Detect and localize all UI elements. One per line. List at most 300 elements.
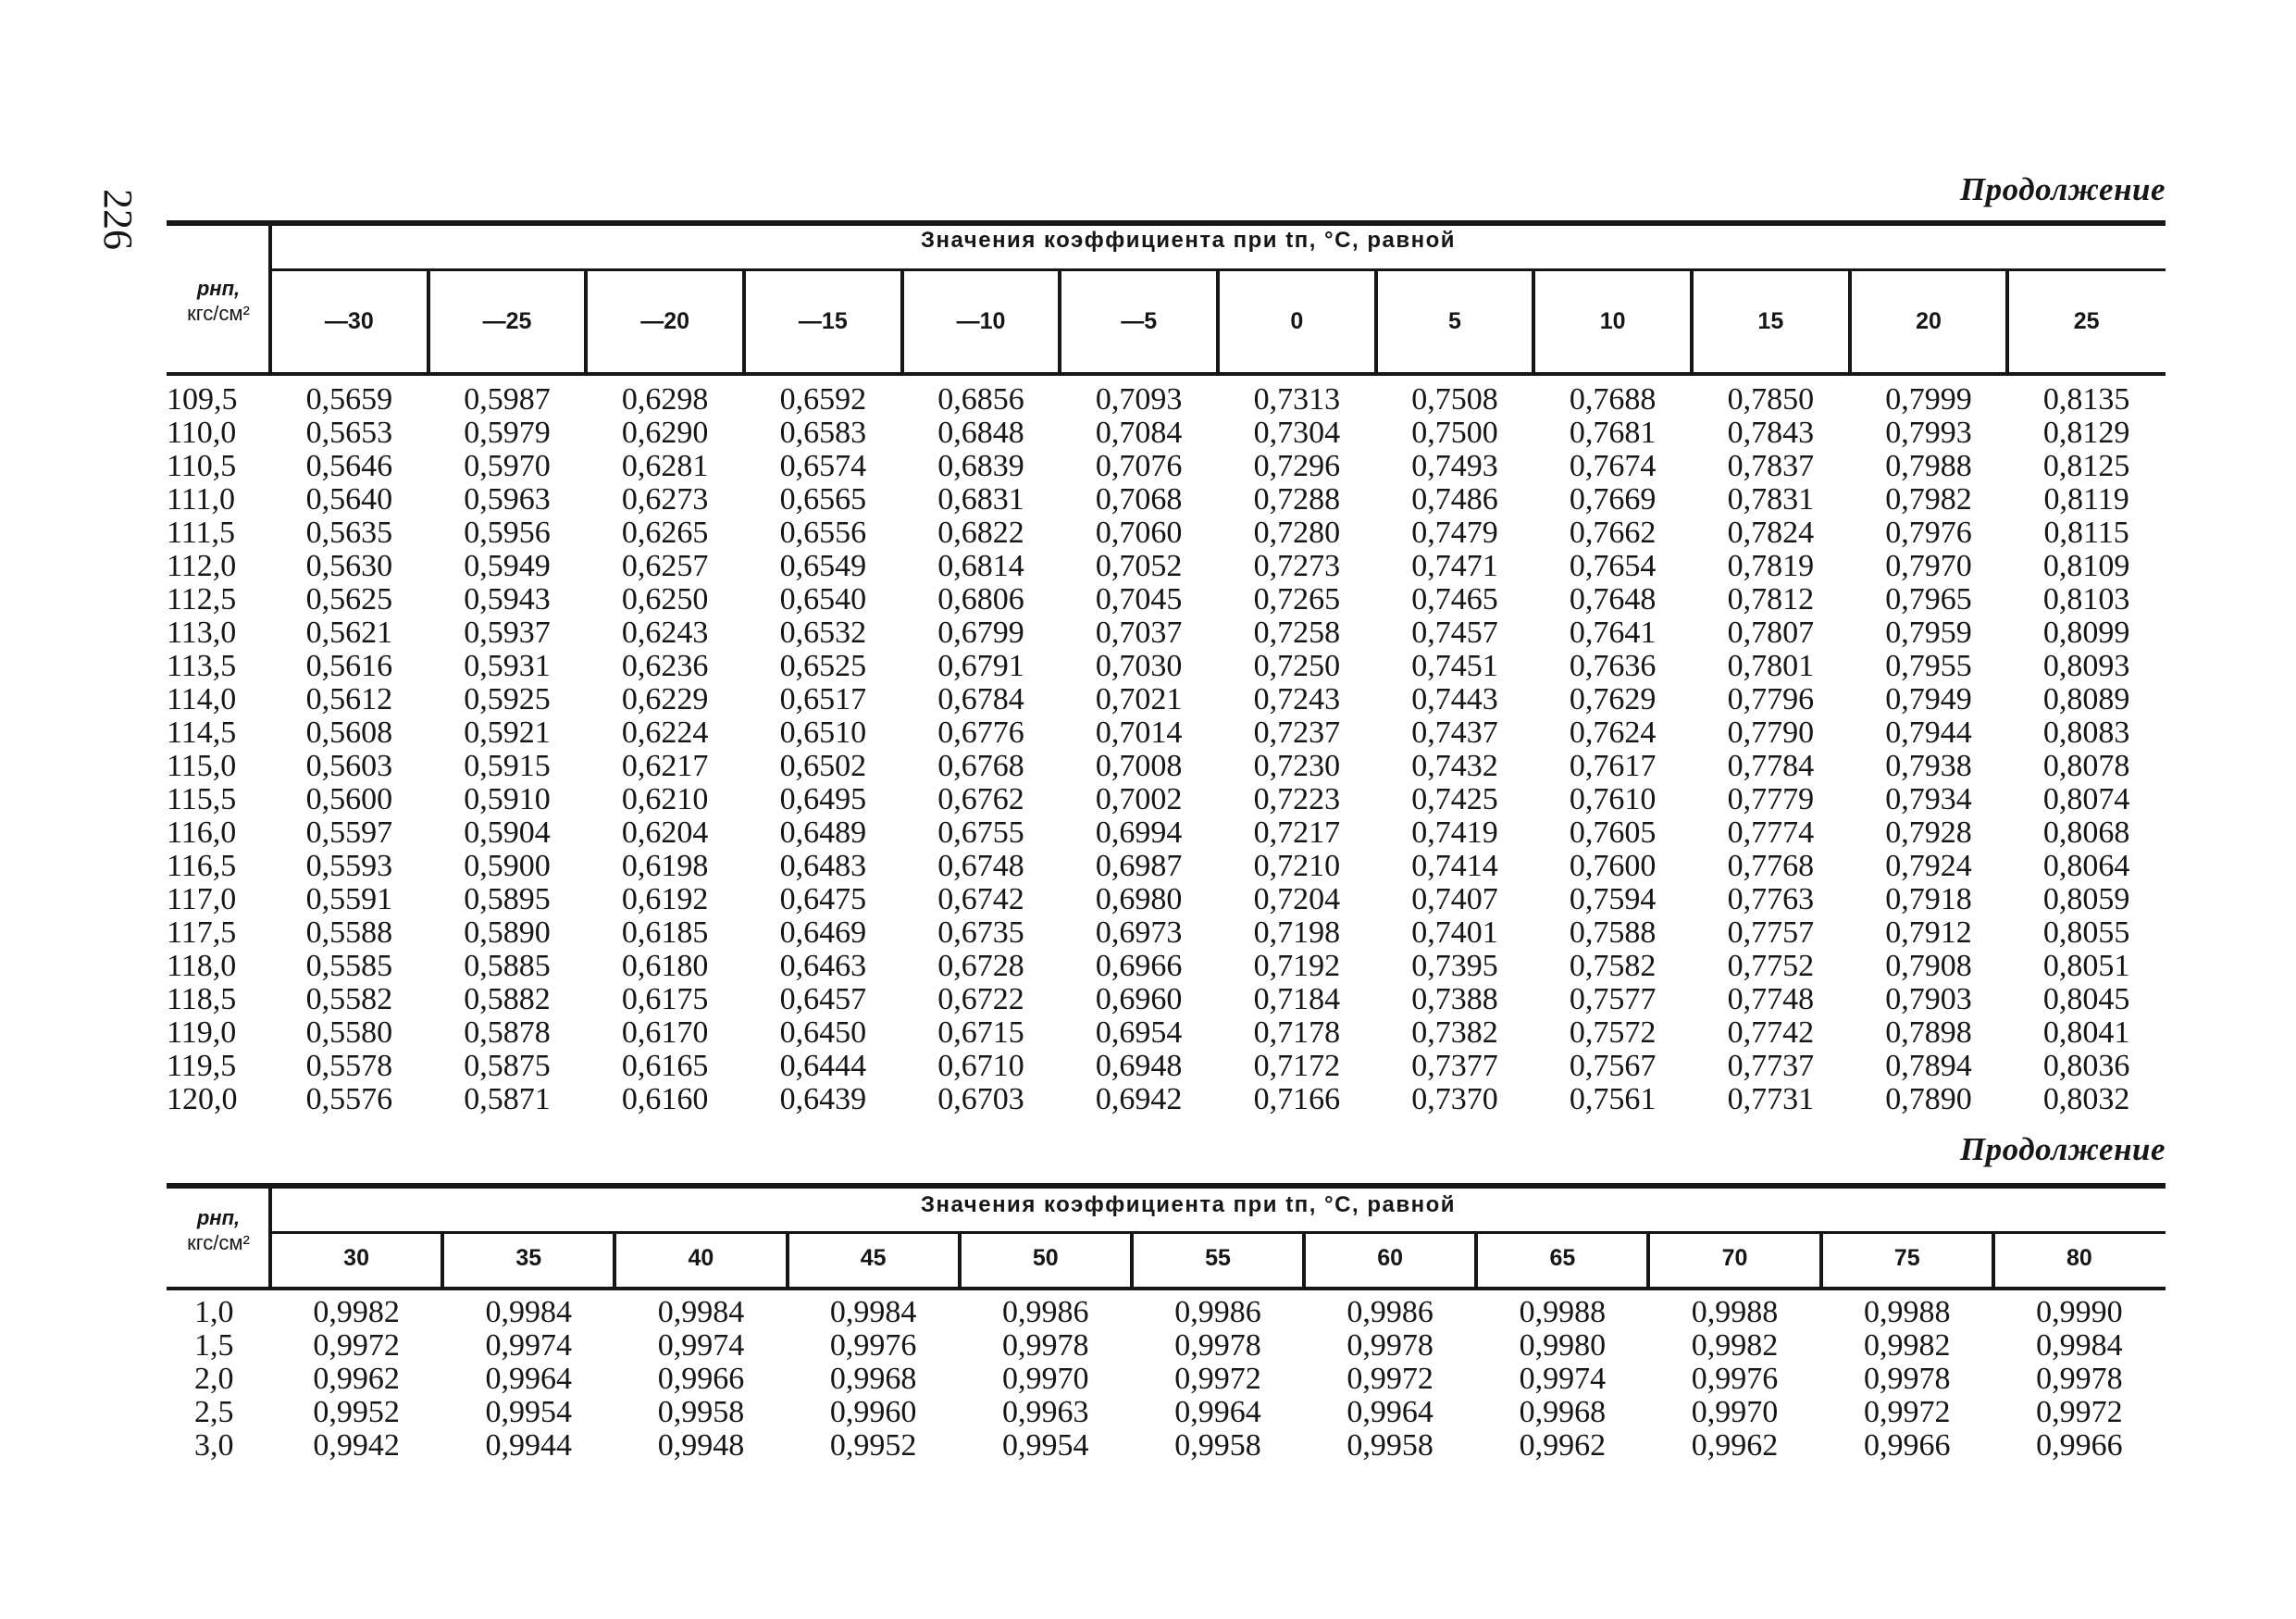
value-cell: 0,5900 <box>464 849 551 883</box>
header-bottom-rule <box>167 372 2166 376</box>
value-cell: 0,7928 <box>1885 816 1972 850</box>
value-cell: 0,9966 <box>2036 1428 2123 1463</box>
pressure-cell: 110,0 <box>167 416 237 450</box>
value-cell: 0,9964 <box>485 1362 572 1396</box>
value-cell: 0,5871 <box>464 1082 551 1116</box>
value-cell: 0,5591 <box>305 882 393 916</box>
header-span-text: Значения коэффициента при tп, °С, равной <box>921 1192 1456 1217</box>
value-cell: 0,7908 <box>1885 949 1972 983</box>
value-cell: 0,9974 <box>657 1328 745 1363</box>
value-cell: 0,7831 <box>1727 482 1815 517</box>
value-cell: 0,7388 <box>1411 982 1498 1016</box>
column-header: 30 <box>343 1245 369 1271</box>
value-cell: 0,7894 <box>1885 1049 1972 1083</box>
table-row <box>167 450 2166 483</box>
value-cell: 0,7258 <box>1253 616 1341 650</box>
value-cell: 0,7648 <box>1569 582 1657 616</box>
value-cell: 0,6224 <box>621 716 709 750</box>
value-cell: 0,6517 <box>779 682 867 716</box>
value-cell: 0,6463 <box>779 949 867 983</box>
value-cell: 0,7903 <box>1885 982 1972 1016</box>
column-separator <box>1819 1234 1823 1287</box>
pressure-cell: 2,5 <box>194 1395 234 1429</box>
pressure-cell: 117,5 <box>167 915 237 950</box>
value-cell: 0,7204 <box>1253 882 1341 916</box>
value-cell: 0,5612 <box>305 682 393 716</box>
value-cell: 0,9966 <box>657 1362 745 1396</box>
table-row <box>167 683 2166 716</box>
value-cell: 0,7304 <box>1253 416 1341 450</box>
value-cell: 0,5987 <box>464 382 551 417</box>
value-cell: 0,8064 <box>2042 849 2130 883</box>
value-cell: 0,6298 <box>621 382 709 417</box>
value-cell: 0,9982 <box>313 1295 400 1329</box>
value-cell: 0,5646 <box>305 449 393 483</box>
value-cell: 0,7217 <box>1253 816 1341 850</box>
value-cell: 0,6243 <box>621 616 709 650</box>
stub-unit: кгс/см² <box>187 302 250 325</box>
value-cell: 0,7184 <box>1253 982 1341 1016</box>
value-cell: 0,9962 <box>313 1362 400 1396</box>
value-cell: 0,7843 <box>1727 416 1815 450</box>
value-cell: 0,7572 <box>1569 1015 1657 1050</box>
table-row <box>167 750 2166 783</box>
stub-label <box>167 276 270 326</box>
value-cell: 0,6525 <box>779 649 867 683</box>
value-cell: 0,7588 <box>1569 915 1657 950</box>
value-cell: 0,7021 <box>1095 682 1183 716</box>
value-cell: 0,6848 <box>937 416 1024 450</box>
value-cell: 0,8099 <box>2042 616 2130 650</box>
pressure-cell: 1,0 <box>194 1295 234 1329</box>
value-cell: 0,7280 <box>1253 516 1341 550</box>
value-cell: 0,5593 <box>305 849 393 883</box>
column-separator <box>427 271 430 372</box>
value-cell: 0,6806 <box>937 582 1024 616</box>
value-cell: 0,7636 <box>1569 649 1657 683</box>
header-top-rule <box>167 1183 2166 1189</box>
value-cell: 0,7052 <box>1095 549 1183 583</box>
column-separator <box>900 271 904 372</box>
value-cell: 0,5588 <box>305 915 393 950</box>
value-cell: 0,9968 <box>1519 1395 1607 1429</box>
column-header: —10 <box>956 308 1006 334</box>
value-cell: 0,7934 <box>1885 782 1972 816</box>
value-cell: 0,7779 <box>1727 782 1815 816</box>
value-cell: 0,9988 <box>1519 1295 1607 1329</box>
value-cell: 0,7918 <box>1885 882 1972 916</box>
value-cell: 0,7681 <box>1569 416 1657 450</box>
value-cell: 0,7959 <box>1885 616 1972 650</box>
value-cell: 0,9948 <box>657 1428 745 1463</box>
value-cell: 0,7567 <box>1569 1049 1657 1083</box>
table-row <box>167 517 2166 550</box>
value-cell: 0,5597 <box>305 816 393 850</box>
value-cell: 0,6160 <box>621 1082 709 1116</box>
pressure-cell: 115,5 <box>167 782 237 816</box>
value-cell: 0,8093 <box>2042 649 2130 683</box>
value-cell: 0,7465 <box>1411 582 1498 616</box>
value-cell: 0,5925 <box>464 682 551 716</box>
value-cell: 0,9958 <box>1347 1428 1433 1463</box>
value-cell: 0,7425 <box>1411 782 1498 816</box>
value-cell: 0,7008 <box>1095 749 1183 783</box>
value-cell: 0,8074 <box>2042 782 2130 816</box>
value-cell: 0,6257 <box>621 549 709 583</box>
value-cell: 0,7471 <box>1411 549 1498 583</box>
value-cell: 0,6742 <box>937 882 1024 916</box>
column-header: 75 <box>1893 1245 1920 1271</box>
value-cell: 0,6495 <box>779 782 867 816</box>
header-span-rule <box>270 1231 2166 1234</box>
table-row <box>167 1429 2166 1463</box>
value-cell: 0,5904 <box>464 816 551 850</box>
value-cell: 0,7414 <box>1411 849 1498 883</box>
value-cell: 0,6722 <box>937 982 1024 1016</box>
value-cell: 0,8109 <box>2042 549 2130 583</box>
value-cell: 0,6502 <box>779 749 867 783</box>
value-cell: 0,7938 <box>1885 749 1972 783</box>
value-cell: 0,7582 <box>1569 949 1657 983</box>
value-cell: 0,7370 <box>1411 1082 1498 1116</box>
value-cell: 0,9984 <box>485 1295 572 1329</box>
column-header: 80 <box>2066 1245 2092 1271</box>
value-cell: 0,7288 <box>1253 482 1341 517</box>
value-cell: 0,5895 <box>464 882 551 916</box>
column-separator <box>1302 1234 1306 1287</box>
column-header: 20 <box>1916 308 1942 334</box>
value-cell: 0,7030 <box>1095 649 1183 683</box>
value-cell: 0,7395 <box>1411 949 1498 983</box>
value-cell: 0,5878 <box>464 1015 551 1050</box>
table-row <box>167 1083 2166 1116</box>
value-cell: 0,6710 <box>937 1049 1024 1083</box>
value-cell: 0,7401 <box>1411 915 1498 950</box>
continuation-label-1: Продолжение <box>1959 171 2166 207</box>
value-cell: 0,6565 <box>779 482 867 517</box>
value-cell: 0,5625 <box>305 582 393 616</box>
column-separator <box>1216 271 1220 372</box>
value-cell: 0,6273 <box>621 482 709 517</box>
value-cell: 0,6960 <box>1095 982 1183 1016</box>
pressure-cell: 3,0 <box>194 1428 234 1463</box>
value-cell: 0,5635 <box>305 516 393 550</box>
value-cell: 0,5882 <box>464 982 551 1016</box>
value-cell: 0,7605 <box>1569 816 1657 850</box>
value-cell: 0,7250 <box>1253 649 1341 683</box>
value-cell: 0,9984 <box>657 1295 745 1329</box>
value-cell: 0,8051 <box>2042 949 2130 983</box>
column-separator <box>786 1234 789 1287</box>
pressure-cell: 114,0 <box>167 682 237 716</box>
value-cell: 0,6290 <box>621 416 709 450</box>
table-row <box>167 916 2166 950</box>
pressure-cell: 110,5 <box>167 449 237 483</box>
pressure-cell: 117,0 <box>167 882 237 916</box>
value-cell: 0,7600 <box>1569 849 1657 883</box>
column-header: —30 <box>324 308 374 334</box>
value-cell: 0,7624 <box>1569 716 1657 750</box>
value-cell: 0,7508 <box>1411 382 1498 417</box>
column-separator <box>1374 271 1378 372</box>
value-cell: 0,9984 <box>829 1295 917 1329</box>
column-separator <box>584 271 588 372</box>
pressure-cell: 113,5 <box>167 649 237 683</box>
value-cell: 0,5943 <box>464 582 551 616</box>
pressure-cell: 113,0 <box>167 616 237 650</box>
value-cell: 0,9966 <box>1863 1428 1951 1463</box>
value-cell: 0,9982 <box>1691 1328 1779 1363</box>
column-header: 10 <box>1599 308 1626 334</box>
table-row <box>167 383 2166 417</box>
value-cell: 0,9952 <box>829 1428 917 1463</box>
value-cell: 0,8115 <box>2043 516 2129 550</box>
value-cell: 0,7674 <box>1569 449 1657 483</box>
value-cell: 0,8059 <box>2042 882 2130 916</box>
column-separator <box>1848 271 1852 372</box>
pressure-cell: 112,0 <box>167 549 237 583</box>
header-span-text: Значения коэффициента при tп, °С, равной <box>921 228 1456 253</box>
column-header: 15 <box>1757 308 1784 334</box>
value-cell: 0,9986 <box>1347 1295 1433 1329</box>
value-cell: 0,7273 <box>1253 549 1341 583</box>
value-cell: 0,7166 <box>1253 1082 1341 1116</box>
value-cell: 0,5956 <box>464 516 551 550</box>
pressure-cell: 2,0 <box>194 1362 234 1396</box>
value-cell: 0,9974 <box>1519 1362 1607 1396</box>
value-cell: 0,5578 <box>305 1049 393 1083</box>
column-header: —15 <box>798 308 848 334</box>
column-header: 50 <box>1032 1245 1059 1271</box>
value-cell: 0,6229 <box>621 682 709 716</box>
stub-unit: кгс/см² <box>187 1231 250 1254</box>
value-cell: 0,7178 <box>1253 1015 1341 1050</box>
value-cell: 0,6540 <box>779 582 867 616</box>
value-cell: 0,9990 <box>2036 1295 2123 1329</box>
pressure-cell: 119,5 <box>167 1049 237 1083</box>
value-cell: 0,8089 <box>2042 682 2130 716</box>
column-header: —5 <box>1121 308 1158 334</box>
value-cell: 0,6748 <box>937 849 1024 883</box>
value-cell: 0,6556 <box>779 516 867 550</box>
value-cell: 0,9972 <box>2036 1395 2123 1429</box>
value-cell: 0,6475 <box>779 882 867 916</box>
value-cell: 0,7748 <box>1727 982 1815 1016</box>
value-cell: 0,8041 <box>2042 1015 2130 1050</box>
value-cell: 0,7944 <box>1885 716 1972 750</box>
column-header: 5 <box>1448 308 1461 334</box>
value-cell: 0,7850 <box>1727 382 1815 417</box>
value-cell: 0,9962 <box>1519 1428 1607 1463</box>
value-cell: 0,6574 <box>779 449 867 483</box>
pressure-cell: 116,0 <box>167 816 237 850</box>
pressure-cell: 109,5 <box>167 382 238 417</box>
value-cell: 0,6439 <box>779 1082 867 1116</box>
value-cell: 0,5921 <box>464 716 551 750</box>
value-cell: 0,7313 <box>1253 382 1341 417</box>
value-cell: 0,5931 <box>464 649 551 683</box>
value-cell: 0,5600 <box>305 782 393 816</box>
column-header: 55 <box>1205 1245 1231 1271</box>
table-row <box>167 550 2166 583</box>
value-cell: 0,7037 <box>1095 616 1183 650</box>
value-cell: 0,9968 <box>829 1362 917 1396</box>
value-cell: 0,6948 <box>1095 1049 1183 1083</box>
value-cell: 0,7493 <box>1411 449 1498 483</box>
table-row <box>167 1050 2166 1083</box>
pressure-cell: 116,5 <box>167 849 237 883</box>
column-header: 70 <box>1721 1245 1748 1271</box>
column-header: 60 <box>1377 1245 1404 1271</box>
table-row <box>167 1329 2166 1363</box>
stub-variable: pнп, <box>196 1206 241 1229</box>
pressure-cell: 118,0 <box>167 949 237 983</box>
pressure-cell: 111,5 <box>167 516 235 550</box>
value-cell: 0,7594 <box>1569 882 1657 916</box>
table-row <box>167 1396 2166 1429</box>
value-cell: 0,7752 <box>1727 949 1815 983</box>
value-cell: 0,9944 <box>485 1428 572 1463</box>
pressure-cell: 120,0 <box>167 1082 238 1116</box>
value-cell: 0,6170 <box>621 1015 709 1050</box>
table-row <box>167 816 2166 850</box>
value-cell: 0,5970 <box>464 449 551 483</box>
value-cell: 0,5885 <box>464 949 551 983</box>
pressure-cell: 112,5 <box>167 582 237 616</box>
table-row <box>167 716 2166 750</box>
value-cell: 0,6180 <box>621 949 709 983</box>
value-cell: 0,7993 <box>1885 416 1972 450</box>
value-cell: 0,7731 <box>1727 1082 1815 1116</box>
value-cell: 0,7742 <box>1727 1015 1815 1050</box>
table-row <box>167 583 2166 616</box>
value-cell: 0,9958 <box>1174 1428 1261 1463</box>
column-header: 0 <box>1290 308 1304 334</box>
value-cell: 0,6735 <box>937 915 1024 950</box>
value-cell: 0,6784 <box>937 682 1024 716</box>
value-cell: 0,6469 <box>779 915 867 950</box>
column-separator <box>613 1234 616 1287</box>
value-cell: 0,6457 <box>779 982 867 1016</box>
value-cell: 0,7669 <box>1569 482 1657 517</box>
column-header: 25 <box>2073 308 2100 334</box>
value-cell: 0,6510 <box>779 716 867 750</box>
value-cell: 0,9982 <box>1863 1328 1951 1363</box>
pressure-cell: 115,0 <box>167 749 237 783</box>
value-cell: 0,6814 <box>937 549 1024 583</box>
value-cell: 0,9972 <box>1863 1395 1951 1429</box>
table-row <box>167 1016 2166 1050</box>
value-cell: 0,7296 <box>1253 449 1341 483</box>
table-row <box>167 883 2166 916</box>
table-row <box>167 417 2166 450</box>
value-cell: 0,9972 <box>1347 1362 1433 1396</box>
value-cell: 0,7382 <box>1411 1015 1498 1050</box>
value-cell: 0,8032 <box>2042 1082 2130 1116</box>
value-cell: 0,5630 <box>305 549 393 583</box>
value-cell: 0,7763 <box>1727 882 1815 916</box>
value-cell: 0,7976 <box>1885 516 1972 550</box>
value-cell: 0,7912 <box>1885 915 1972 950</box>
value-cell: 0,6954 <box>1095 1015 1183 1050</box>
value-cell: 0,6762 <box>937 782 1024 816</box>
coefficient-table-1 <box>167 220 2166 1118</box>
value-cell: 0,5585 <box>305 949 393 983</box>
value-cell: 0,8125 <box>2042 449 2130 483</box>
value-cell: 0,6198 <box>621 849 709 883</box>
value-cell: 0,6204 <box>621 816 709 850</box>
value-cell: 0,5979 <box>464 416 551 450</box>
value-cell: 0,7443 <box>1411 682 1498 716</box>
value-cell: 0,9984 <box>2036 1328 2123 1363</box>
value-cell: 0,9974 <box>485 1328 572 1363</box>
column-header: 65 <box>1549 1245 1576 1271</box>
value-cell: 0,8036 <box>2042 1049 2130 1083</box>
column-header: —20 <box>640 308 690 334</box>
value-cell: 0,7790 <box>1727 716 1815 750</box>
value-cell: 0,7988 <box>1885 449 1972 483</box>
value-cell: 0,6987 <box>1095 849 1183 883</box>
value-cell: 0,6192 <box>621 882 709 916</box>
value-cell: 0,7407 <box>1411 882 1498 916</box>
value-cell: 0,5910 <box>464 782 551 816</box>
value-cell: 0,7223 <box>1253 782 1341 816</box>
value-cell: 0,6281 <box>621 449 709 483</box>
value-cell: 0,8135 <box>2042 382 2130 417</box>
value-cell: 0,6210 <box>621 782 709 816</box>
value-cell: 0,7807 <box>1727 616 1815 650</box>
table-row <box>167 616 2166 650</box>
column-separator <box>2005 271 2009 372</box>
header-bottom-rule <box>167 1287 2166 1290</box>
value-cell: 0,7654 <box>1569 549 1657 583</box>
value-cell: 0,6175 <box>621 982 709 1016</box>
value-cell: 0,9988 <box>1691 1295 1779 1329</box>
value-cell: 0,7014 <box>1095 716 1183 750</box>
value-cell: 0,9964 <box>1347 1395 1433 1429</box>
value-cell: 0,7965 <box>1885 582 1972 616</box>
value-cell: 0,7796 <box>1727 682 1815 716</box>
value-cell: 0,7045 <box>1095 582 1183 616</box>
table-row <box>167 983 2166 1016</box>
value-cell: 0,7898 <box>1885 1015 1972 1050</box>
column-separator <box>441 1234 444 1287</box>
value-cell: 0,8119 <box>2043 482 2129 517</box>
value-cell: 0,5582 <box>305 982 393 1016</box>
value-cell: 0,5640 <box>305 482 393 517</box>
value-cell: 0,9954 <box>485 1395 572 1429</box>
value-cell: 0,9976 <box>829 1328 917 1363</box>
value-cell: 0,7002 <box>1095 782 1183 816</box>
column-separator <box>1532 271 1535 372</box>
value-cell: 0,7419 <box>1411 816 1498 850</box>
value-cell: 0,9970 <box>1691 1395 1779 1429</box>
value-cell: 0,6532 <box>779 616 867 650</box>
value-cell: 0,8129 <box>2042 416 2130 450</box>
value-cell: 0,7479 <box>1411 516 1498 550</box>
value-cell: 0,7486 <box>1411 482 1498 517</box>
value-cell: 0,5875 <box>464 1049 551 1083</box>
value-cell: 0,7451 <box>1411 649 1498 683</box>
value-cell: 0,7924 <box>1885 849 1972 883</box>
value-cell: 0,6966 <box>1095 949 1183 983</box>
value-cell: 0,9972 <box>1174 1362 1261 1396</box>
value-cell: 0,9958 <box>657 1395 745 1429</box>
continuation-label-2: Продолжение <box>1959 1131 2166 1167</box>
value-cell: 0,6768 <box>937 749 1024 783</box>
value-cell: 0,5915 <box>464 749 551 783</box>
column-separator <box>1130 1234 1134 1287</box>
